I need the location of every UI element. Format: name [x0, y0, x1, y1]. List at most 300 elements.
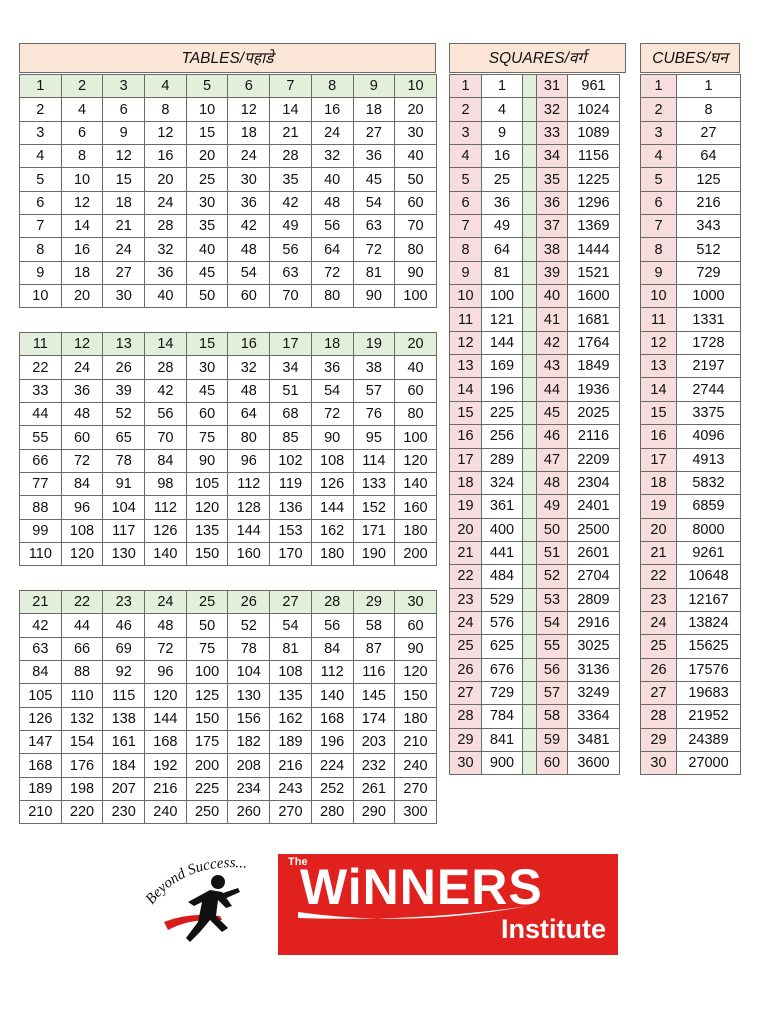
table-row	[450, 705, 620, 728]
cell: 24	[103, 238, 145, 261]
cell: 21	[103, 215, 145, 238]
cell: 60	[61, 426, 103, 449]
cell: 256	[482, 425, 523, 448]
cell: 676	[482, 658, 523, 681]
cell: 189	[270, 731, 312, 754]
cell: 1156	[568, 145, 620, 168]
cell: 2	[450, 98, 482, 121]
cell: 32	[311, 145, 353, 168]
cell: 8	[450, 238, 482, 261]
cell	[523, 425, 537, 448]
cell: 198	[61, 777, 103, 800]
cell: 230	[103, 801, 145, 824]
cell: 126	[311, 473, 353, 496]
cell: 54	[228, 261, 270, 284]
cell: 54	[270, 614, 312, 637]
table-row	[641, 331, 741, 354]
cell: 10	[61, 168, 103, 191]
cell	[523, 378, 537, 401]
cell: 196	[311, 731, 353, 754]
cell: 29	[353, 591, 395, 614]
cell: 20	[145, 168, 187, 191]
cell: 43	[537, 355, 568, 378]
cell: 17	[641, 448, 677, 471]
cell: 37	[537, 215, 568, 238]
cell: 184	[103, 754, 145, 777]
cell: 36	[537, 191, 568, 214]
cell: 10	[641, 285, 677, 308]
cell: 54	[311, 379, 353, 402]
cell	[523, 261, 537, 284]
cell: 16	[311, 98, 353, 121]
table-row	[20, 637, 437, 660]
cell: 18	[311, 333, 353, 356]
cell: 24389	[677, 728, 741, 751]
cell: 210	[20, 801, 62, 824]
cell: 156	[228, 707, 270, 730]
cell: 72	[311, 261, 353, 284]
cell: 48	[61, 403, 103, 426]
cell: 66	[61, 637, 103, 660]
cell: 361	[482, 495, 523, 518]
cell: 30	[186, 191, 228, 214]
cell: 90	[395, 261, 437, 284]
cell: 10	[450, 285, 482, 308]
cell: 130	[228, 684, 270, 707]
cell: 3600	[568, 751, 620, 774]
table-row	[450, 378, 620, 401]
cell: 200	[395, 543, 437, 566]
cell: 19	[641, 495, 677, 518]
brand-the: The	[288, 856, 308, 868]
cell: 64	[228, 403, 270, 426]
cell: 1	[450, 75, 482, 98]
cell: 343	[677, 215, 741, 238]
cell: 9261	[677, 541, 741, 564]
cell: 18	[61, 261, 103, 284]
table-row	[20, 777, 437, 800]
cell: 88	[61, 661, 103, 684]
cell: 22	[61, 591, 103, 614]
squares-grid	[449, 74, 620, 775]
cell: 64	[677, 145, 741, 168]
cell: 38	[353, 356, 395, 379]
cell: 35	[186, 215, 228, 238]
cell: 18	[103, 191, 145, 214]
cell: 24	[145, 591, 187, 614]
cell: 130	[103, 543, 145, 566]
tables-block-1	[19, 74, 437, 308]
cell: 4	[641, 145, 677, 168]
cell: 25	[482, 168, 523, 191]
cell: 45	[537, 401, 568, 424]
cell: 144	[482, 331, 523, 354]
cell: 25	[641, 635, 677, 658]
cell: 5	[641, 168, 677, 191]
table-row	[20, 449, 437, 472]
table-row	[450, 145, 620, 168]
cell: 8	[145, 98, 187, 121]
table-row	[20, 356, 437, 379]
cell: 17	[450, 448, 482, 471]
cell: 512	[677, 238, 741, 261]
cell: 21	[450, 541, 482, 564]
table-row	[20, 191, 437, 214]
cell: 240	[395, 754, 437, 777]
cell: 16	[228, 333, 270, 356]
cell: 8	[677, 98, 741, 121]
cell: 150	[186, 707, 228, 730]
cell: 45	[186, 379, 228, 402]
cell: 33	[20, 379, 62, 402]
cell: 20	[395, 98, 437, 121]
cell: 49	[270, 215, 312, 238]
cell: 52	[537, 565, 568, 588]
cell: 98	[145, 473, 187, 496]
cell: 88	[20, 496, 62, 519]
cell: 2116	[568, 425, 620, 448]
table-row	[450, 611, 620, 634]
cell: 112	[311, 661, 353, 684]
cell	[523, 168, 537, 191]
cell: 112	[228, 473, 270, 496]
cell	[523, 215, 537, 238]
table-row	[641, 285, 741, 308]
cell: 224	[311, 754, 353, 777]
squares-table	[449, 74, 620, 775]
cell: 56	[311, 614, 353, 637]
cell: 78	[228, 637, 270, 660]
cell: 128	[228, 496, 270, 519]
cell: 133	[353, 473, 395, 496]
cell	[523, 471, 537, 494]
cell: 1000	[677, 285, 741, 308]
cell: 841	[482, 728, 523, 751]
table-row	[20, 496, 437, 519]
cell: 84	[145, 449, 187, 472]
cell: 140	[311, 684, 353, 707]
cell: 169	[482, 355, 523, 378]
table-row	[450, 588, 620, 611]
cell: 57	[353, 379, 395, 402]
cell: 12	[145, 121, 187, 144]
cell: 270	[270, 801, 312, 824]
cell: 2704	[568, 565, 620, 588]
cell: 64	[311, 238, 353, 261]
cell: 35	[270, 168, 312, 191]
cubes-grid	[640, 74, 741, 775]
cell: 2809	[568, 588, 620, 611]
cell: 33	[537, 121, 568, 144]
table-row	[641, 635, 741, 658]
cell: 44	[20, 403, 62, 426]
cell: 105	[20, 684, 62, 707]
table-row	[450, 355, 620, 378]
cell: 63	[353, 215, 395, 238]
cell: 36	[228, 191, 270, 214]
cell: 16	[482, 145, 523, 168]
cell: 26	[641, 658, 677, 681]
cell: 1296	[568, 191, 620, 214]
cell: 27	[450, 681, 482, 704]
cell: 250	[186, 801, 228, 824]
cell: 729	[482, 681, 523, 704]
cell: 324	[482, 471, 523, 494]
cell	[523, 658, 537, 681]
cell: 1369	[568, 215, 620, 238]
table-row	[450, 331, 620, 354]
cell: 125	[677, 168, 741, 191]
cell: 10	[186, 98, 228, 121]
cell: 196	[482, 378, 523, 401]
cell: 2025	[568, 401, 620, 424]
cell: 48	[311, 191, 353, 214]
cell: 280	[311, 801, 353, 824]
cell: 25	[186, 168, 228, 191]
cell: 11	[450, 308, 482, 331]
cell: 72	[311, 403, 353, 426]
cell: 30	[641, 751, 677, 774]
cell	[523, 565, 537, 588]
cell: 140	[395, 473, 437, 496]
cell: 4	[482, 98, 523, 121]
cell: 20	[61, 285, 103, 308]
cell: 35	[537, 168, 568, 191]
table-row	[641, 588, 741, 611]
cell: 49	[537, 495, 568, 518]
table-row	[641, 681, 741, 704]
cell: 4	[450, 145, 482, 168]
cell: 16	[641, 425, 677, 448]
cell: 84	[61, 473, 103, 496]
cell: 1764	[568, 331, 620, 354]
cell: 5	[186, 75, 228, 98]
cell: 108	[311, 449, 353, 472]
table-row	[450, 495, 620, 518]
cell: 3364	[568, 705, 620, 728]
cell: 120	[395, 449, 437, 472]
cell: 60	[186, 403, 228, 426]
cell: 6	[641, 191, 677, 214]
cell: 252	[311, 777, 353, 800]
cell: 81	[270, 637, 312, 660]
cell: 15	[450, 401, 482, 424]
cell: 58	[353, 614, 395, 637]
table-row	[641, 658, 741, 681]
cell	[523, 75, 537, 98]
table-row	[450, 565, 620, 588]
cell: 42	[20, 614, 62, 637]
cell: 625	[482, 635, 523, 658]
cell: 180	[311, 543, 353, 566]
cell: 1225	[568, 168, 620, 191]
cell: 26	[103, 356, 145, 379]
cell: 91	[103, 473, 145, 496]
cell: 36	[61, 379, 103, 402]
cell: 23	[641, 588, 677, 611]
cell: 51	[537, 541, 568, 564]
cell: 90	[395, 637, 437, 660]
cell: 174	[353, 707, 395, 730]
table-row	[641, 425, 741, 448]
cell: 144	[311, 496, 353, 519]
cell: 160	[228, 543, 270, 566]
cell: 36	[145, 261, 187, 284]
table-row	[450, 261, 620, 284]
cell: 22	[20, 356, 62, 379]
cell: 1936	[568, 378, 620, 401]
cell: 144	[145, 707, 187, 730]
cell: 5832	[677, 471, 741, 494]
table-row	[450, 121, 620, 144]
cell	[523, 518, 537, 541]
cell: 81	[482, 261, 523, 284]
cell: 260	[228, 801, 270, 824]
cell: 15	[103, 168, 145, 191]
cell: 1331	[677, 308, 741, 331]
table-header-row	[20, 333, 437, 356]
cell: 3025	[568, 635, 620, 658]
cell: 2	[61, 75, 103, 98]
cell: 2304	[568, 471, 620, 494]
cell: 136	[270, 496, 312, 519]
cell: 162	[311, 519, 353, 542]
cell: 216	[677, 191, 741, 214]
cell: 270	[395, 777, 437, 800]
table-row	[450, 285, 620, 308]
table-row	[20, 379, 437, 402]
table-row	[450, 541, 620, 564]
cell: 8	[61, 145, 103, 168]
cell: 160	[395, 496, 437, 519]
cell	[523, 588, 537, 611]
cell	[523, 635, 537, 658]
cell: 26	[228, 591, 270, 614]
cell: 25	[450, 635, 482, 658]
cell: 80	[228, 426, 270, 449]
cell: 3	[20, 121, 62, 144]
table-row	[641, 728, 741, 751]
table-row	[641, 611, 741, 634]
cell: 27	[641, 681, 677, 704]
cell: 261	[353, 777, 395, 800]
cell: 6	[61, 121, 103, 144]
cell: 75	[186, 426, 228, 449]
cell: 36	[482, 191, 523, 214]
cell: 90	[311, 426, 353, 449]
table-row	[641, 75, 741, 98]
cell: 41	[537, 308, 568, 331]
table-row	[641, 495, 741, 518]
cell: 20	[450, 518, 482, 541]
cell: 30	[450, 751, 482, 774]
cell: 484	[482, 565, 523, 588]
cell: 6	[228, 75, 270, 98]
cell: 39	[537, 261, 568, 284]
cell: 4096	[677, 425, 741, 448]
cell: 40	[395, 356, 437, 379]
cell: 32	[145, 238, 187, 261]
cell: 12	[103, 145, 145, 168]
cell: 300	[395, 801, 437, 824]
brand-sub: Institute	[501, 914, 606, 944]
cell: 42	[145, 379, 187, 402]
cell: 10	[395, 75, 437, 98]
cell: 1	[20, 75, 62, 98]
cell: 84	[20, 661, 62, 684]
cell	[523, 541, 537, 564]
tables-block-3	[19, 590, 437, 824]
table-row	[641, 401, 741, 424]
table-row	[450, 238, 620, 261]
cell: 24	[641, 611, 677, 634]
cell: 26	[450, 658, 482, 681]
cell: 8	[641, 238, 677, 261]
cell: 100	[482, 285, 523, 308]
cell: 57	[537, 681, 568, 704]
cell: 2744	[677, 378, 741, 401]
cell: 140	[145, 543, 187, 566]
table-row	[450, 401, 620, 424]
cell: 46	[537, 425, 568, 448]
cell: 11	[641, 308, 677, 331]
table-row	[641, 471, 741, 494]
cell: 54	[353, 191, 395, 214]
cell: 126	[20, 707, 62, 730]
cell: 21	[641, 541, 677, 564]
cell	[523, 495, 537, 518]
cell: 12	[61, 333, 103, 356]
cell: 13	[641, 355, 677, 378]
cell: 32	[228, 356, 270, 379]
table-row	[20, 238, 437, 261]
cell: 90	[353, 285, 395, 308]
cell: 3375	[677, 401, 741, 424]
cell: 51	[270, 379, 312, 402]
table-row	[450, 75, 620, 98]
cell: 9	[20, 261, 62, 284]
cell: 7	[450, 215, 482, 238]
cell: 120	[186, 496, 228, 519]
table-row	[641, 448, 741, 471]
table-row	[450, 168, 620, 191]
cubes-title: CUBES/घन	[640, 43, 740, 73]
table-row	[450, 308, 620, 331]
cell: 207	[103, 777, 145, 800]
cell: 18	[353, 98, 395, 121]
cell: 12	[450, 331, 482, 354]
cell: 145	[353, 684, 395, 707]
cell: 96	[61, 496, 103, 519]
cell: 27000	[677, 751, 741, 774]
squares-title: SQUARES/वर्ग	[449, 43, 626, 73]
cell	[523, 751, 537, 774]
cell: 144	[228, 519, 270, 542]
cell: 161	[103, 731, 145, 754]
cell: 13	[103, 333, 145, 356]
cell: 153	[270, 519, 312, 542]
cell: 18	[641, 471, 677, 494]
cell: 1728	[677, 331, 741, 354]
cell: 14	[270, 98, 312, 121]
brand-logo	[278, 854, 618, 955]
cell: 46	[103, 614, 145, 637]
cell: 50	[186, 614, 228, 637]
cell: 96	[228, 449, 270, 472]
cell: 2	[641, 98, 677, 121]
cell: 55	[20, 426, 62, 449]
cell: 120	[395, 661, 437, 684]
